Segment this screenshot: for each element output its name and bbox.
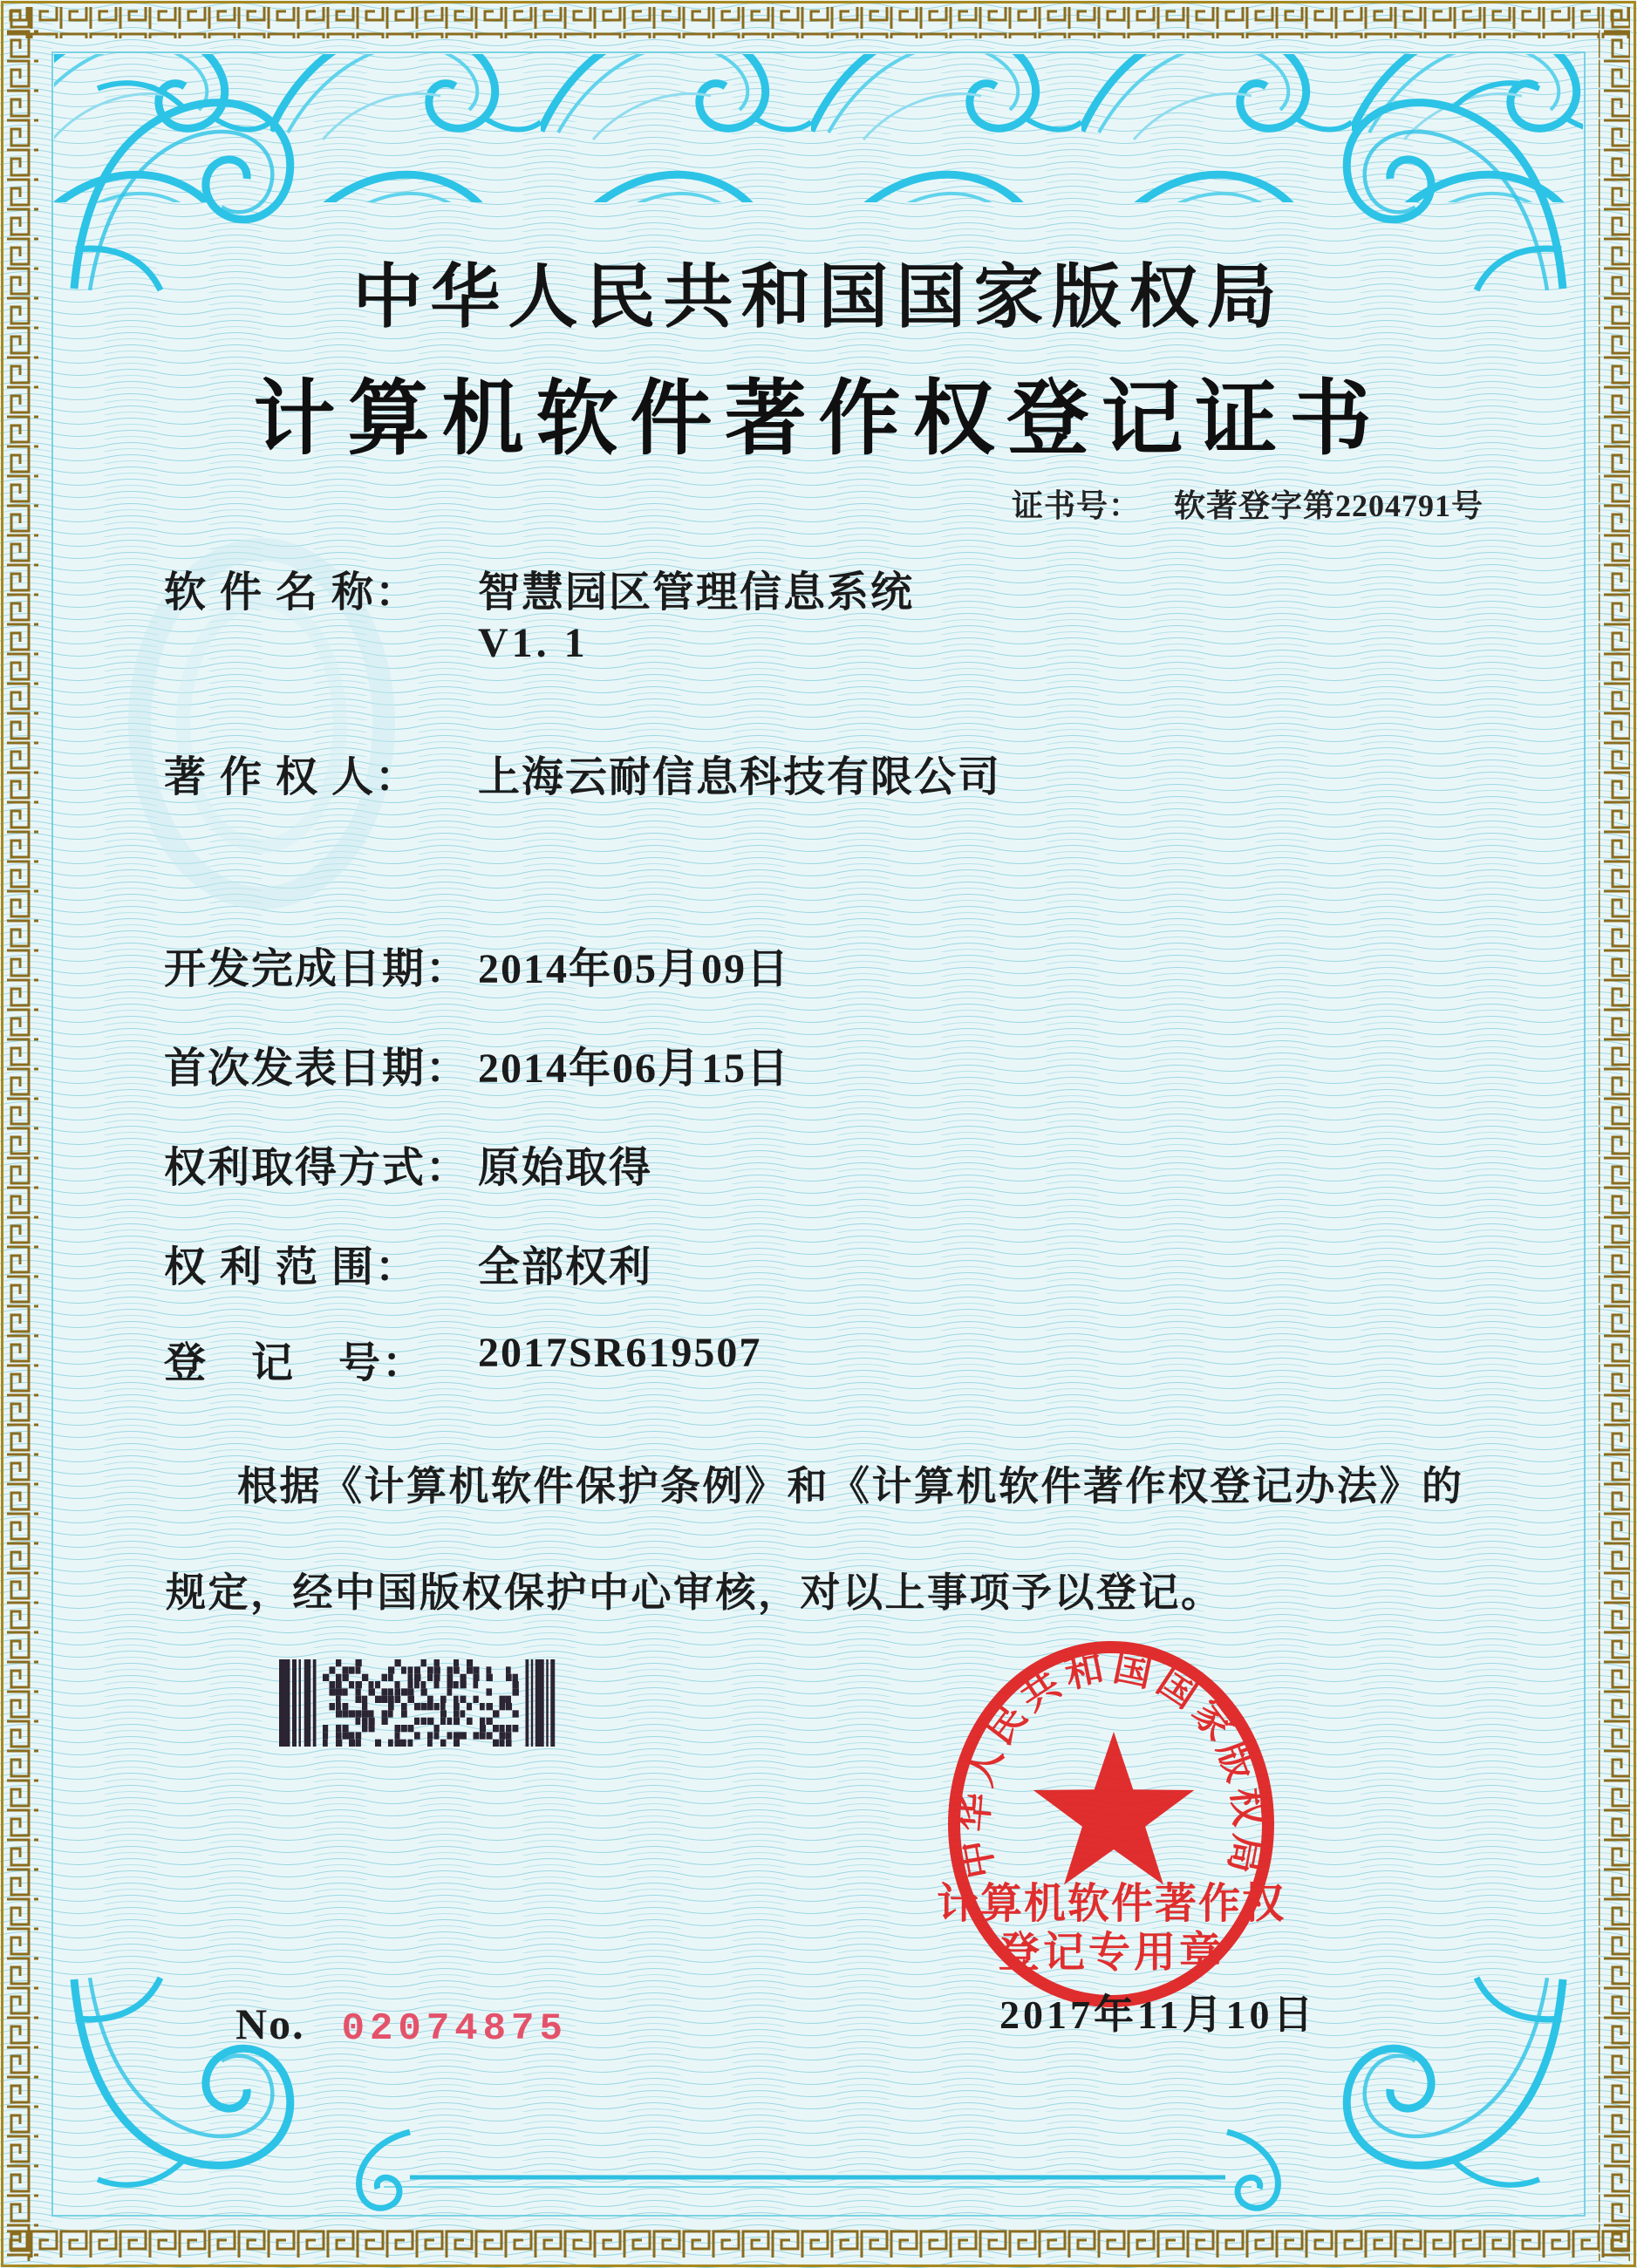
serial-number-value: 02074875	[341, 2007, 568, 2051]
field-development-completed-date	[164, 935, 1532, 992]
seal-date: 2017年11月10日	[999, 1992, 1317, 2037]
seal-text-line2: 登记专用章	[997, 1930, 1225, 1976]
field-label: 权 利 范 围：	[164, 1244, 419, 1291]
issuer-title: 中华人民共和国国家版权局	[352, 260, 1285, 337]
statement-line-1: 根据《计算机软件保护条例》和《计算机软件著作权登记办法》的	[237, 1464, 1464, 1509]
field-copyright-owner	[164, 743, 1532, 800]
star-icon	[1033, 1732, 1195, 1885]
certificate-number-label: 证书号：	[1012, 488, 1142, 523]
certificate-number	[1012, 481, 1484, 526]
seal-arc-text: 中华人民共和国国家版权局	[952, 1645, 1271, 1883]
pdf417-barcode	[279, 1659, 567, 1747]
field-label: 登 记 号：	[164, 1340, 426, 1386]
serial-number-label: No.	[235, 1999, 305, 2048]
field-value: 2014年06月15日	[478, 1045, 791, 1092]
field-value: 2017SR619507	[478, 1330, 762, 1376]
field-label: 著 作 权 人：	[164, 754, 419, 800]
field-value: 全部权利	[478, 1244, 653, 1291]
wave-crest-decoration	[54, 54, 1583, 202]
field-label: 首次发表日期：	[164, 1045, 470, 1092]
field-registration-number	[164, 1329, 1532, 1386]
certificate-number-value: 软著登字第2204791号	[1174, 488, 1484, 523]
field-software-name	[164, 558, 1532, 616]
field-first-publication-date	[164, 1034, 1532, 1092]
seal-text-line1: 计算机软件著作权	[936, 1881, 1286, 1927]
field-label: 开发完成日期：	[164, 946, 470, 992]
field-value: 原始取得	[478, 1145, 653, 1191]
field-rights-scope	[164, 1233, 1532, 1291]
field-value: 2014年05月09日	[478, 946, 791, 992]
field-label: 权利取得方式：	[164, 1145, 470, 1191]
field-value: 上海云耐信息科技有限公司	[478, 754, 1002, 800]
serial-number	[235, 1999, 568, 2051]
field-label: 软 件 名 称：	[164, 569, 419, 616]
software-version: V1. 1	[478, 620, 589, 666]
certificate-title: 计算机软件著作权登记证书	[253, 374, 1384, 465]
statement-line-2: 规定，经中国版权保护中心审核，对以上事项予以登记。	[166, 1570, 1224, 1615]
field-rights-acquisition-method	[164, 1134, 1532, 1191]
field-value: 智慧园区管理信息系统	[478, 569, 915, 616]
